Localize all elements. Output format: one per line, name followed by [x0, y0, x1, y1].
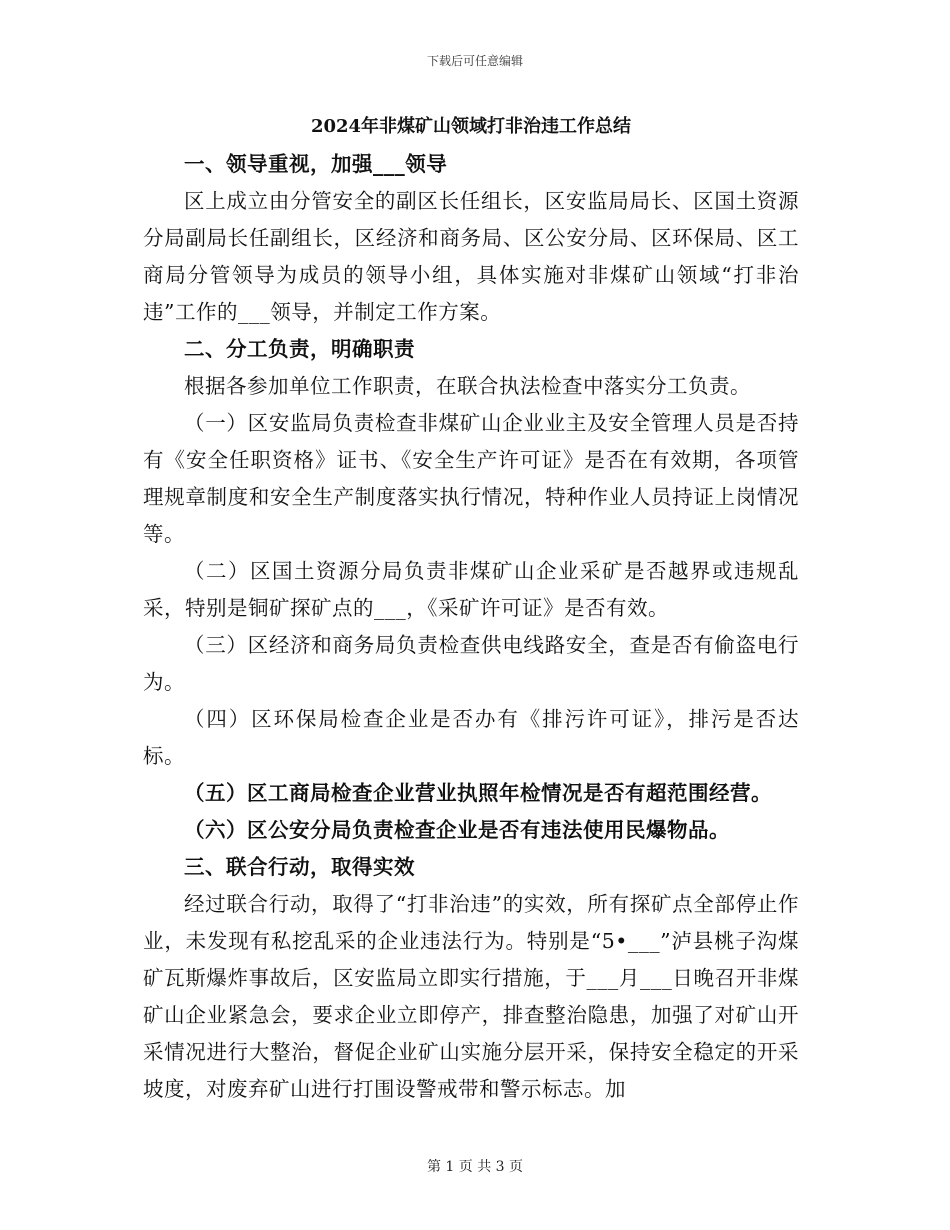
section-heading-2: 二、分工负责，明确职责: [184, 337, 415, 361]
bold-paragraph: （五）区工商局检查企业营业执照年检情况是否有超范围经营。: [184, 781, 772, 805]
section-heading-1: 一、领导重视，加强___领导: [184, 152, 448, 176]
paragraph: 区上成立由分管安全的副区长任组长，区安监局局长、区国土资源分局副局长任副组长，区经济和商务局、区公安分局、区环保局、区工商局分管领导为成员的领导小组，具体实施对非煤矿山领域“打非治违”工作的___领导，并制定工作方案。: [143, 189, 799, 324]
paragraph: （一）区安监局负责检查非煤矿山企业业主及安全管理人员是否持有《安全任职资格》证书、《安全生产许可证》是否在有效期，各项管理规章制度和安全生产制度落实执行情况，特种作业人员持证上岗情况等。: [143, 411, 799, 546]
section-heading-3: 三、联合行动，取得实效: [184, 855, 415, 879]
paragraph: （四）区环保局检查企业是否办有《排污许可证》，排污是否达标。: [143, 707, 799, 768]
bold-paragraph: （六）区公安分局负责检查企业是否有违法使用民爆物品。: [184, 818, 730, 842]
page-number: 第 1 页 共 3 页: [426, 1159, 524, 1175]
document-body: [143, 112, 799, 1108]
paragraph: 经过联合行动，取得了“打非治违”的实效，所有探矿点全部停止作业，未发现有私挖乱采的企业违法行为。特别是“5•___”泸县桃子沟煤矿瓦斯爆炸事故后，区安监局立即实行措施，于___月___日晚召开非煤矿山企业紧急会，要求企业立即停产，排查整治隐患，加强了对矿山开采情况进行大整治，督促企业矿山实施分层开采，保持安全稳定的开采坡度，对废弃矿山进行打围设警戒带和警示标志。加: [143, 892, 799, 1101]
paragraph: （二）区国土资源分局负责非煤矿山企业采矿是否越界或违规乱采，特别是铜矿探矿点的___，《采矿许可证》是否有效。: [143, 559, 799, 620]
paragraph: 根据各参加单位工作职责，在联合执法检查中落实分工负责。: [184, 374, 751, 398]
paragraph: （三）区经济和商务局负责检查供电线路安全，查是否有偷盗电行为。: [143, 633, 799, 694]
page-header-note: 下载后可任意编辑: [426, 54, 523, 68]
document-title: 2024年非煤矿山领域打非治违工作总结: [310, 116, 632, 137]
